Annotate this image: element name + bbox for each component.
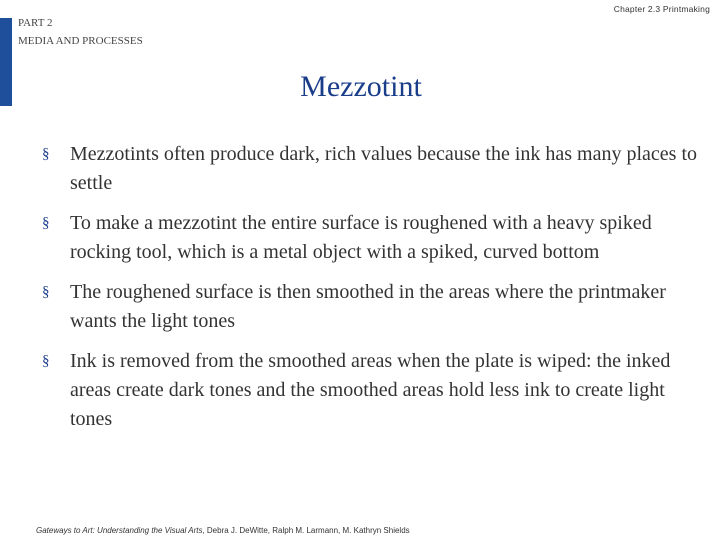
section-name: MEDIA AND PROCESSES <box>18 35 143 47</box>
bullet-item <box>40 347 700 434</box>
bullet-text: The roughened surface is then smoothed in the areas where the printmaker wants the light tones <box>70 281 666 332</box>
footer-authors: , Debra J. DeWitte, Ralph M. Larmann, M. Kathryn Shields <box>202 526 410 535</box>
bullet-text: Mezzotints often produce dark, rich values because the ink has many places to settle <box>70 143 698 194</box>
part-number: PART 2 <box>18 17 53 29</box>
slide-title: Mezzotint <box>300 70 422 103</box>
footer-book-title: Gateways to Art: Understanding the Visual Arts <box>36 526 203 535</box>
bullet-marker: § <box>42 353 50 369</box>
bullet-list <box>40 140 700 445</box>
bullet-item <box>40 278 700 336</box>
bullet-item <box>40 140 700 198</box>
bullet-marker: § <box>42 284 50 300</box>
chapter-label: Chapter 2.3 Printmaking <box>613 4 710 14</box>
bullet-text: Ink is removed from the smoothed areas when the plate is wiped: the inked areas create dark tones and the smoothed areas hold less ink to create light tones <box>70 350 671 430</box>
slide-title-container <box>0 70 720 104</box>
bullet-item <box>40 209 700 267</box>
bullet-text: To make a mezzotint the entire surface is roughened with a heavy spiked rocking tool, which is a metal object with a spiked, curved bottom <box>70 212 652 263</box>
footer-citation <box>36 526 410 535</box>
bullet-marker: § <box>42 146 50 162</box>
bullet-marker: § <box>42 215 50 231</box>
part-label <box>18 14 143 50</box>
